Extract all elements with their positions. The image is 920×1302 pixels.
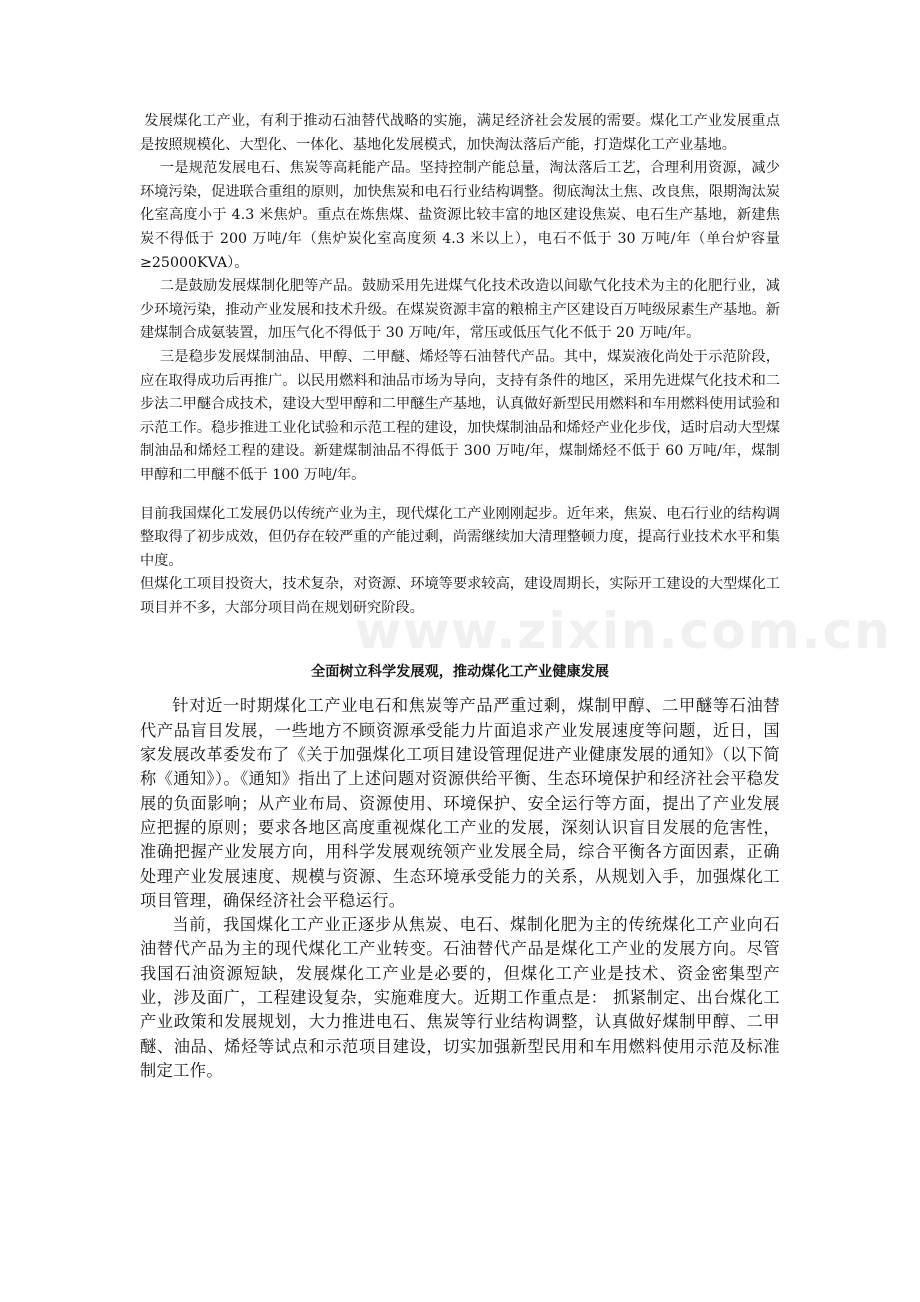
paragraph-item-1: 一是规范发展电石、焦炭等高耗能产品。坚持控制产能总量，淘汰落后工艺，合理利用资源，减少环境污染，促进联合重组的原则，加快焦炭和电石行业结构调整。彻底淘汰土焦、改良焦，限期淘汰炭化室高度小于 4.3 米焦炉。重点在炼焦煤、盐资源比较丰富的地区建设焦炭、电石生产基地，新建焦炭不得低于 200 万吨/年（焦炉炭化室高度须 4.3 米以上），电石不低于 30 万吨/年（单台炉容量≥25000KVA）。 [140, 160, 780, 271]
spacer [140, 620, 780, 660]
paragraph-investment: 但煤化工项目投资大，技术复杂，对资源、环境等要求较高，建设周期长，实际开工建设的大型煤化工项目并不多，大部分项目尚在规划研究阶段。 [140, 576, 780, 616]
paragraph-status: 目前我国煤化工发展仍以传统产业为主，现代煤化工产业刚刚起步。近年来，焦炭、电石行业的结构调整取得了初步成效，但仍存在较严重的产能过剩，尚需继续加大清理整顿力度，提高行业技术水平和集中度。 [140, 505, 780, 569]
paragraph-item-2: 二是鼓励发展煤制化肥等产品。鼓励采用先进煤气化技术改造以间歇气化技术为主的化肥行业，减少环境污染，推动产业发展和技术升级。在煤炭资源丰富的粮棉主产区建设百万吨级尿素生产基地。新建煤制合成氨装置，加压气化不得低于 30 万吨/年，常压或低压气化不低于 20 万吨/年。 [140, 278, 780, 342]
section-title: 全面树立科学发展观，推动煤化工产业健康发展 [311, 664, 609, 681]
spacer [140, 684, 780, 694]
paragraph-intro: 发展煤化工产业，有利于推动石油替代战略的实施，满足经济社会发展的需要。煤化工产业发展重点是按照规模化、大型化、一体化、基地化发展模式，加快淘汰落后产能，打造煤化工产业基地。 [140, 113, 780, 153]
paragraph-item-3: 三是稳步发展煤制油品、甲醇、二甲醚、烯烃等石油替代产品。其中，煤炭液化尚处于示范阶段，应在取得成功后再推广。以民用燃料和油品市场为导向，支持有条件的地区，采用先进煤气化技术和二步法二甲醚合成技术，建设大型甲醇和二甲醚生产基地，认真做好新型民用燃料和车用燃料使用试验和示范工作。稳步推进工业化试验和示范工程的建设，加快煤制油品和烯烃产业化步伐，适时启动大型煤制油品和烯烃工程的建设。新建煤制油品不得低于 300 万吨/年，煤制烯烃不低于 60 万吨/年，煤制甲醇和二甲醚不低于 100 万吨/年。 [140, 348, 780, 483]
spacer [140, 488, 780, 503]
paragraph-current: 当前，我国煤化工产业正逐步从焦炭、电石、煤制化肥为主的传统煤化工产业向石油替代产品为主的现代煤化工产业转变。石油替代产品是煤化工产业的发展方向。尽管我国石油资源短缺，发展煤化工产业是必要的，但煤化工产业是技术、资金密集型产业，涉及面广，工程建设复杂，实施难度大。近期工作重点是： 抓紧制定、出台煤化工产业政策和发展规划，大力推进电石、焦炭等行业结构调整，认真做好煤制甲醇、二甲醚、油品、烯烃等试点和示范项目建设，切实加强新型民用和车用燃料使用示范及标准制定工作。 [140, 915, 780, 1080]
paragraph-notice: 针对近一时期煤化工产业电石和焦炭等产品严重过剩，煤制甲醇、二甲醚等石油替代产品盲目发展，一些地方不顾资源承受能力片面追求产业发展速度等问题，近日，国家发展改革委发布了《关于加强煤化工项目建设管理促进产业健康发展的通知》（以下简称《通知》）。《通知》指出了上述问题对资源供给平衡、生态环境保护和经济社会平稳发展的负面影响；从产业布局、资源使用、环境保护、安全运行等方面，提出了产业发展应把握的原则；要求各地区高度重视煤化工产业的发展，深刻认识盲目发展的危害性，准确把握产业发展方向，用科学发展观统领产业发展全局，综合平衡各方面因素，正确处理产业发展速度、规模与资源、生态环境承受能力的关系，从规划入手，加强煤化工项目管理，确保经济社会平稳运行。 [140, 696, 780, 910]
document-page [140, 110, 780, 1083]
watermark-text: www.zixin.com.cn [355, 602, 892, 660]
